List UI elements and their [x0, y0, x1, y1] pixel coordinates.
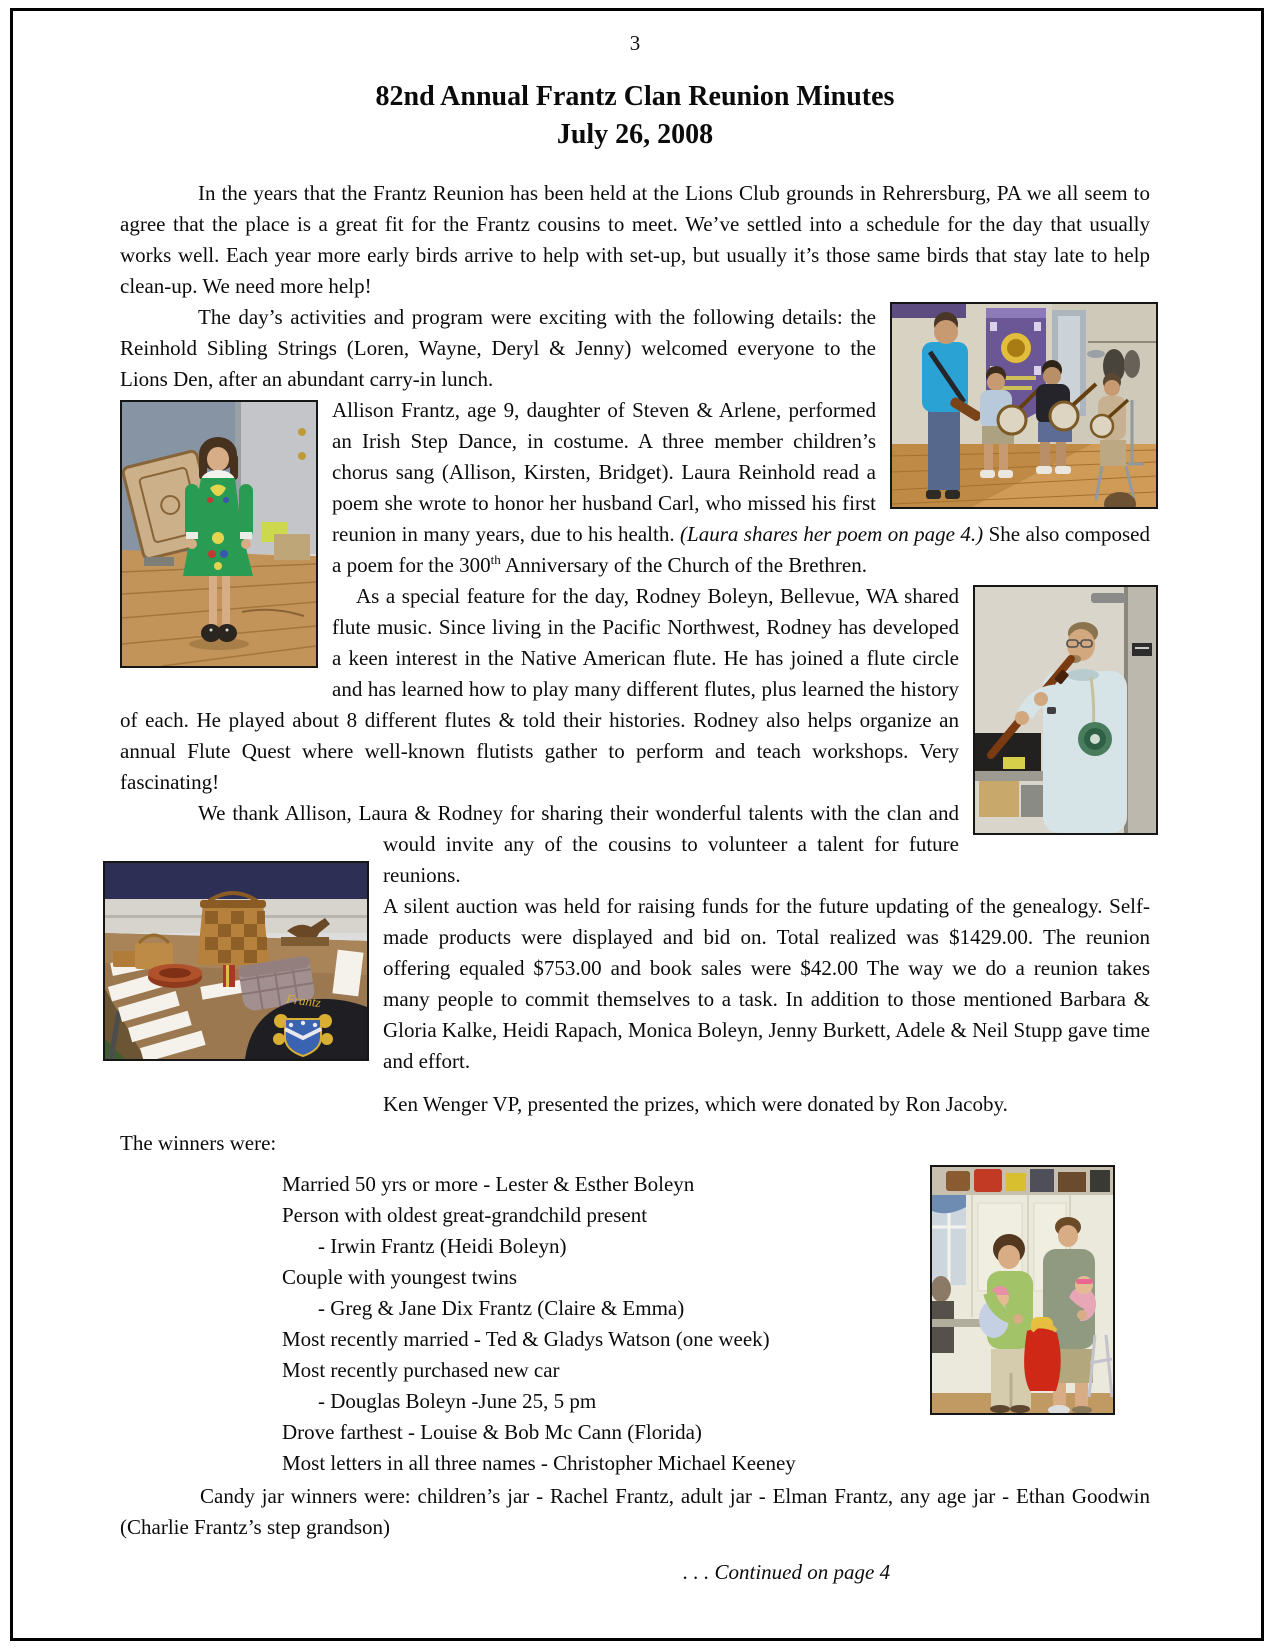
- banjo-band-illustration: [892, 304, 1156, 507]
- winner-item: - Douglas Boleyn -June 25, 5 pm: [318, 1389, 597, 1413]
- photo-irish-dancer: [120, 400, 318, 668]
- continued-dots: . . .: [683, 1560, 710, 1584]
- family-twins-illustration: [932, 1167, 1113, 1413]
- photo-auction-table: [103, 861, 369, 1061]
- paragraph-auction: A silent auction was held for raising funds for the future updating of the genealogy. Self-made products were displayed and bid on. Total realized was $1429.00. The reunion offering equaled $753.00 and book sales were $42.00 The way we do a reunion takes many people to commit themselves to a task. In addition to those mentioned Barbara & Gloria Kalke, Heidi Rapach, Monica Boleyn, Jenny Burkett, Adele & Neil Stupp gave time and effort.: [383, 894, 1150, 1073]
- continued-text: Continued on page 4: [714, 1560, 891, 1584]
- allison-text-2: She also composed a poem for the 300: [332, 522, 1150, 577]
- winner-item: Most letters in all three names - Christopher Michael Keeney: [282, 1451, 796, 1475]
- winner-item: Drove farthest - Louise & Bob Mc Cann (Florida): [282, 1420, 702, 1444]
- paragraph-activities: The day’s activities and program were exciting with the following details: the Reinhold Sibling Strings (Loren, Wayne, Deryl & Jenny) welcomed everyone to the Lions Den, after an abundant carry-in lunch.: [120, 305, 876, 391]
- photo-banjo-band: [890, 302, 1158, 509]
- photo-flute-player: [973, 585, 1158, 835]
- thanks-text-1: We thank Allison, Laura & Rodney for sharing their wonderful talents with the clan and would invite any of the cousins to volunteer a talent for future: [198, 801, 959, 856]
- wall-plaque: [1132, 643, 1152, 656]
- page-number: 3: [629, 31, 641, 55]
- continued-note: [683, 1557, 1150, 1588]
- title-line-1: 82nd Annual Frantz Clan Reunion Minutes: [375, 81, 895, 112]
- page-content: [120, 30, 1150, 1588]
- thanks-text-2: reunions.: [383, 863, 461, 887]
- paragraph-prizes: Ken Wenger VP, presented the prizes, which were donated by Ron Jacoby.: [383, 1092, 1008, 1116]
- winners-heading: The winners were:: [120, 1131, 277, 1155]
- irish-dancer-illustration: [122, 402, 316, 666]
- winner-item: Couple with youngest twins: [282, 1265, 518, 1289]
- winner-item: Person with oldest great-grandchild present: [282, 1203, 648, 1227]
- photo-family-twins: [930, 1165, 1115, 1415]
- paragraph-candy-jar: Candy jar winners were: children’s jar - Rachel Frantz, adult jar - Elman Frantz, any age jar - Ethan Goodwin (Charlie Frantz’s step grandson): [120, 1484, 1150, 1539]
- winner-item: Married 50 yrs or more - Lester & Esther Boleyn: [282, 1172, 695, 1196]
- paragraph-rodney: As a special feature for the day, Rodney Boleyn, Bellevue, WA shared flute music. Since living in the Pacific Northwest, Rodney has developed a keen interest in the Native American flute. He has joined a flute circle and has learned how to play many different flutes, plus learned the history of each. He played about 8 different flutes & told their histories. Rodney also helps organize an annual Flute Quest where well-known flutists gather to perform and teach workshops. Very fascinating!: [120, 584, 959, 794]
- allison-text-1: Allison Frantz, age 9, daughter of Steven & Arlene, performed an Irish Step Dance, in costume. A three member children’s chorus sang (Allison, Kirsten, Bridget). Laura Reinhold read a poem she wrote to honor her husband Carl, who missed his first reunion in many years, due to his health.: [332, 398, 876, 546]
- frantz-shirt-text: Frantz: [285, 990, 322, 1011]
- winner-item: Most recently purchased new car: [282, 1358, 560, 1382]
- winner-item: - Greg & Jane Dix Frantz (Claire & Emma): [318, 1296, 685, 1320]
- ordinal-superscript: th: [490, 552, 501, 567]
- auction-table-illustration: [105, 863, 367, 1059]
- paragraph-intro: In the years that the Frantz Reunion has been held at the Lions Club grounds in Rehrersburg, PA we all seem to agree that the place is a great fit for the Frantz cousins to meet. We’ve settled into a schedule for the day that usually works well. Each year more early birds arrive to help with set-up, but usually it’s those same birds that stay late to help clean-up. We need more help!: [120, 181, 1150, 298]
- winner-item: - Irwin Frantz (Heidi Boleyn): [318, 1234, 567, 1258]
- flute-player-illustration: [975, 587, 1156, 833]
- laura-poem-note: (Laura shares her poem on page 4.): [680, 522, 984, 546]
- winner-item: Most recently married - Ted & Gladys Watson (one week): [282, 1327, 770, 1351]
- title-line-2: July 26, 2008: [556, 119, 714, 150]
- allison-text-3: Anniversary of the Church of the Brethren.: [500, 553, 867, 577]
- page-title: [120, 78, 1150, 154]
